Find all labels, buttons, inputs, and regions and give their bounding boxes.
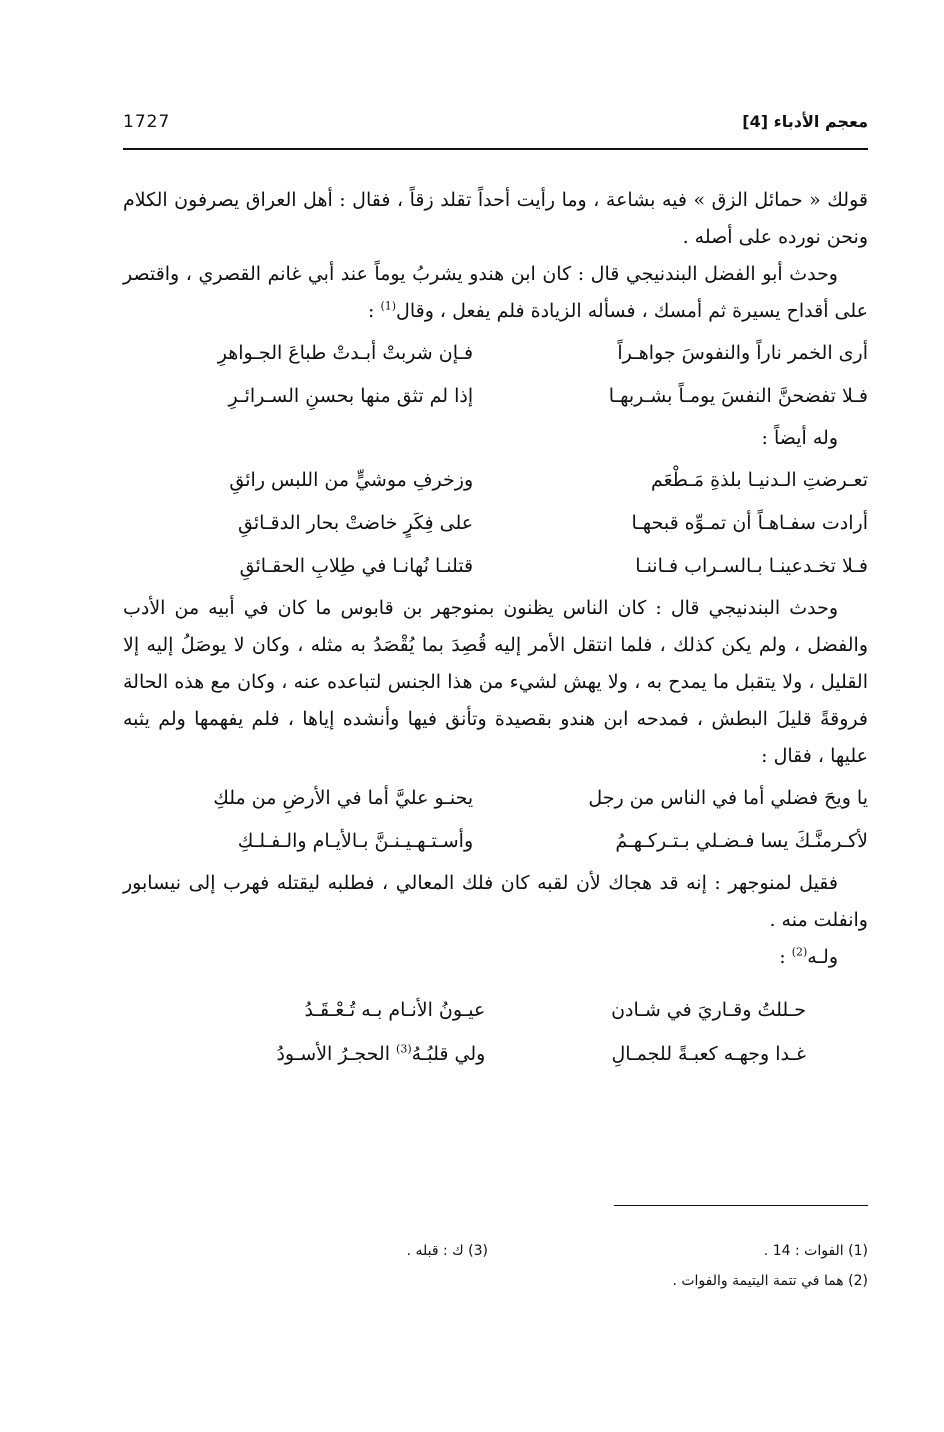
page-number: 1727 — [123, 112, 171, 132]
footnote-marker: (2) — [791, 945, 808, 959]
paragraph — [123, 939, 868, 976]
verse-second-hemistich: فـإن شربتْ أبـدتْ طباعَ الجـواهرِ — [217, 342, 474, 364]
paragraph — [123, 256, 868, 330]
paragraph: وحدث البندنيجي قال : كان الناس يظنون بمنوجهر بن قابوس ما كان في أبيه من الأدب والفضل ، ولم يكن كذلك ، فلما انتقل الأمر إليه قُصِدَ بما يُقْصَدُ به مثله ، وكان لا يوصَلُ إليه إلا القليل ، ولا يتقبل ما يمدح به ، ولا يهش لشيء من هذا الجنس لتباعده عنه ، وكان مع هذه الحالة فروقةً قليلَ البطش ، فمدحه ابن هندو بقصيدة وتأنق فيها وأنشده إياها ، فلم يفهمها ولم يثبه عليها ، فقال : — [123, 597, 868, 767]
verse-line — [123, 375, 868, 418]
running-head: معجم الأدباء [4] — [742, 112, 868, 131]
poem — [123, 459, 868, 588]
verse-line — [123, 777, 868, 820]
verse-first-hemistich: أرادت سفـاهـاً أن تمـوِّه قبحهـا — [631, 512, 868, 534]
footnote-marker: (1) — [380, 299, 397, 313]
footnote-row — [123, 1266, 868, 1296]
verse-first-hemistich: أرى الخمر ناراً والنفوسَ جواهـراً — [617, 342, 868, 364]
verse-line — [123, 502, 868, 545]
footnotes — [123, 1236, 868, 1296]
verse-text: ولي قلبُـهُ — [411, 1043, 486, 1065]
verse-text: الحجـرُ الأسـودُ — [276, 1043, 397, 1065]
verse-first-hemistich: فـلا تفضحنَّ النفسَ يومـاً بشـربهـا — [608, 385, 868, 407]
verse-second-hemistich: إذا لم تثق منها بحسنِ السـرائـرِ — [228, 385, 474, 407]
paragraph-text: : — [779, 946, 792, 968]
verse-first-hemistich: فـلا تخـدعينـا بـالسـراب فـاننـا — [635, 555, 868, 577]
verse-second-hemistich — [201, 1032, 485, 1076]
verse-first-hemistich: حـللتُ وقـاريَ في شـادن — [611, 999, 806, 1021]
footnote: (1) الفوات : 14 . — [763, 1243, 868, 1259]
page-header — [123, 112, 868, 142]
body-text — [123, 182, 868, 1078]
verse-second-hemistich: يحنـو عليَّ أما في الأرضِ من ملكِ — [213, 787, 474, 809]
verse-line — [123, 820, 868, 863]
verse-second-hemistich: وأسـتـهـيـنـنَّ بـالأيـام والـفـلـكِ — [237, 830, 474, 852]
paragraph: قولك « حمائل الزق » فيه بشاعة ، وما رأيت أحداً تقلد زقاً ، فقال : أهل العراق يصرفون الكلام ونحن نورده على أصله . — [123, 189, 868, 248]
footnote: (2) هما في تتمة اليتيمة والفوات . — [672, 1273, 868, 1289]
poem — [123, 777, 868, 863]
paragraph-text: ولـه — [807, 946, 838, 968]
verse-line — [123, 1032, 868, 1076]
verse-first-hemistich: لأكـرمنَّـكَ يسا فـضـلي بـتـركـهـمُ — [615, 830, 868, 852]
footnote-row — [123, 1236, 868, 1266]
footnote: (3) ك : قبله . — [406, 1243, 488, 1259]
poem — [123, 332, 868, 418]
verse-first-hemistich: غـدا وجهـه كعبـةً للجمـالِ — [611, 1043, 806, 1065]
paragraph-text: : — [367, 300, 381, 322]
verse-second-hemistich: عيـونُ الأنـام بـه تُـعْـقَـدُ — [304, 999, 486, 1021]
paragraph: فقيل لمنوجهر : إنه قد هجاك لأن لقبه كان فلك المعالي ، فطلبه ليقتله فهرب إلى نيسابور وانفلت منه . — [123, 872, 868, 931]
verse-line — [123, 332, 868, 375]
verse-second-hemistich: على فِكَرٍ خاضتْ بحار الدقـائقِ — [238, 512, 474, 534]
verse-line — [123, 988, 868, 1032]
verse-line — [123, 545, 868, 588]
verse-line — [123, 459, 868, 502]
verse-second-hemistich: وزخرفِ موشيٍّ من اللبس رائقِ — [229, 469, 474, 491]
paragraph: وله أيضاً : — [761, 427, 838, 449]
header-rule — [123, 148, 868, 150]
verse-first-hemistich: تعـرضتِ الـدنيـا بلذةِ مَـطْعَم — [650, 469, 868, 491]
verse-second-hemistich: قتلنـا نُهانـا في طِلابِ الحقـائقِ — [239, 555, 474, 577]
paragraph-text: وحدث أبو الفضل البندنيجي قال : كان ابن هندو يشربُ يوماً عند أبي غانم القصري ، واقتصر على أقداح يسيرة ثم أمسك ، فسأله الزيادة فلم يفعل ، وقال — [123, 263, 868, 322]
footnote-marker: (3) — [396, 1042, 412, 1056]
footnote-rule — [614, 1205, 868, 1206]
verse-first-hemistich: يا ويحَ فضلي أما في الناس من رجل — [588, 787, 868, 809]
poem — [123, 988, 868, 1076]
